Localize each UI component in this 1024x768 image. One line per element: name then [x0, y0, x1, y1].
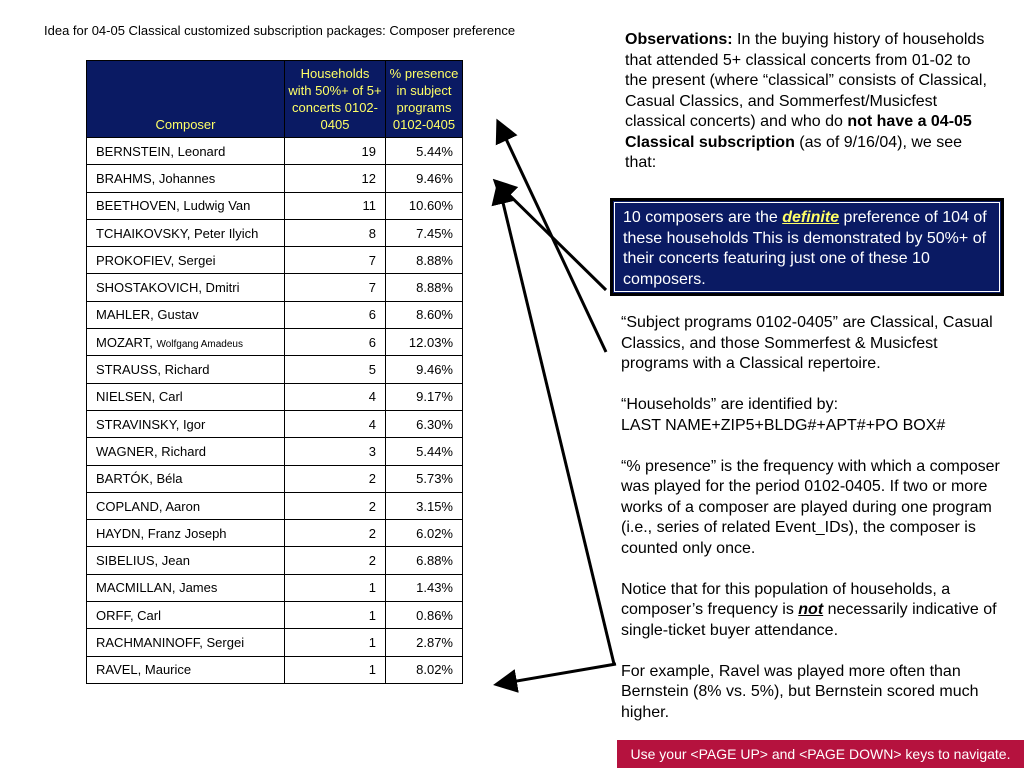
composer-cell: BRAHMS, Johannes — [87, 165, 285, 192]
composer-cell: RAVEL, Maurice — [87, 656, 285, 683]
box-definite: definite — [782, 209, 840, 226]
navigation-hint: Use your <PAGE UP> and <PAGE DOWN> keys to navigate. — [617, 740, 1024, 768]
presence-cell: 12.03% — [386, 329, 463, 356]
header-households: Households with 50%+ of 5+ concerts 0102-0405 — [285, 61, 386, 138]
composer-cell: NIELSEN, Carl — [87, 383, 285, 410]
note-not: not — [798, 601, 824, 618]
presence-cell: 6.88% — [386, 547, 463, 574]
composer-cell: BARTÓK, Béla — [87, 465, 285, 492]
composer-cell: MOZART, Wolfgang Amadeus — [87, 329, 285, 356]
presence-cell: 7.45% — [386, 219, 463, 246]
composer-cell: HAYDN, Franz Joseph — [87, 520, 285, 547]
households-cell: 6 — [285, 329, 386, 356]
composer-cell: STRAUSS, Richard — [87, 356, 285, 383]
note-example: For example, Ravel was played more often than Bernstein (8% vs. 5%), but Bernstein scored much higher. — [621, 662, 979, 721]
composer-cell: COPLAND, Aaron — [87, 492, 285, 519]
households-cell: 2 — [285, 520, 386, 547]
households-cell: 11 — [285, 192, 386, 219]
presence-cell: 9.17% — [386, 383, 463, 410]
households-cell: 1 — [285, 656, 386, 683]
presence-cell: 1.43% — [386, 574, 463, 601]
households-cell: 2 — [285, 547, 386, 574]
presence-cell: 5.44% — [386, 138, 463, 165]
presence-cell: 6.30% — [386, 410, 463, 437]
households-cell: 1 — [285, 574, 386, 601]
header-presence: % presence in subject programs 0102-0405 — [386, 61, 463, 138]
households-cell: 7 — [285, 247, 386, 274]
composer-cell: PROKOFIEV, Sergei — [87, 247, 285, 274]
presence-cell: 9.46% — [386, 165, 463, 192]
composer-cell: STRAVINSKY, Igor — [87, 410, 285, 437]
observations-text-2: (as of 9/16/04), we see that: — [625, 133, 963, 171]
observations-bold: not have a 04-05 Classical subscription — [625, 113, 972, 151]
note-subject-programs: “Subject programs 0102-0405” are Classical, Casual Classics, and those Sommerfest & Musicfest programs with a Classical repertoire. — [621, 314, 993, 372]
households-cell: 5 — [285, 356, 386, 383]
box-text-pre: 10 composers are the — [623, 209, 783, 226]
arrow-ravel-bernstein — [499, 186, 614, 664]
observations-text-1: In the buying history of households that attended 5+ classical concerts from 01-02 to the present (where “classical” consists of Classical, Casual Classics, and Sommerfest/Musicfest classical concerts) and who do — [625, 31, 987, 130]
composer-cell: BEETHOVEN, Ludwig Van — [87, 192, 285, 219]
observations-label: Observations: — [625, 31, 733, 48]
households-cell: 1 — [285, 602, 386, 629]
note-frequency-b: necessarily indicative of single-ticket buyer attendance. — [621, 601, 997, 639]
presence-cell: 0.86% — [386, 602, 463, 629]
composer-cell: SHOSTAKOVICH, Dmitri — [87, 274, 285, 301]
households-cell: 19 — [285, 138, 386, 165]
composer-cell: RACHMANINOFF, Sergei — [87, 629, 285, 656]
note-households-label: “Households” are identified by: — [621, 396, 839, 413]
presence-cell: 5.44% — [386, 438, 463, 465]
presence-cell: 2.87% — [386, 629, 463, 656]
households-cell: 4 — [285, 383, 386, 410]
composer-cell: ORFF, Carl — [87, 602, 285, 629]
households-cell: 2 — [285, 492, 386, 519]
composer-cell: SIBELIUS, Jean — [87, 547, 285, 574]
households-cell: 3 — [285, 438, 386, 465]
arrow-to-table — [497, 183, 606, 290]
page-title: Idea for 04-05 Classical customized subscription packages: Composer preference — [44, 23, 516, 38]
households-cell: 12 — [285, 165, 386, 192]
presence-cell: 5.73% — [386, 465, 463, 492]
presence-cell: 9.46% — [386, 356, 463, 383]
note-households-key: LAST NAME+ZIP5+BLDG#+APT#+PO BOX# — [621, 416, 946, 434]
presence-cell: 8.88% — [386, 274, 463, 301]
presence-cell: 8.02% — [386, 656, 463, 683]
households-cell: 4 — [285, 410, 386, 437]
presence-cell: 3.15% — [386, 492, 463, 519]
presence-cell: 10.60% — [386, 192, 463, 219]
box-text-post: preference of 104 of these households This is demonstrated by 50%+ of their concerts featuring just one of these 10 composers. — [623, 209, 987, 288]
presence-cell: 8.60% — [386, 301, 463, 328]
composer-cell: MACMILLAN, James — [87, 574, 285, 601]
presence-cell: 8.88% — [386, 247, 463, 274]
note-frequency-a: Notice that for this population of households, a composer’s frequency is — [621, 580, 951, 618]
households-cell: 6 — [285, 301, 386, 328]
composer-cell: BERNSTEIN, Leonard — [87, 138, 285, 165]
composer-cell: WAGNER, Richard — [87, 438, 285, 465]
households-cell: 8 — [285, 219, 386, 246]
presence-cell: 6.02% — [386, 520, 463, 547]
households-cell: 2 — [285, 465, 386, 492]
composer-cell: TCHAIKOVSKY, Peter Ilyich — [87, 219, 285, 246]
arrow-to-ravel — [499, 664, 616, 684]
composer-cell: MAHLER, Gustav — [87, 301, 285, 328]
note-presence: “% presence” is the frequency with which a composer was played for the period 0102-0405. If two or more works of a composer are played during one program (i.e., series of related Event_IDs), the composer is counted only once. — [621, 457, 1000, 557]
households-cell: 1 — [285, 629, 386, 656]
households-cell: 7 — [285, 274, 386, 301]
header-composer: Composer — [87, 61, 285, 138]
